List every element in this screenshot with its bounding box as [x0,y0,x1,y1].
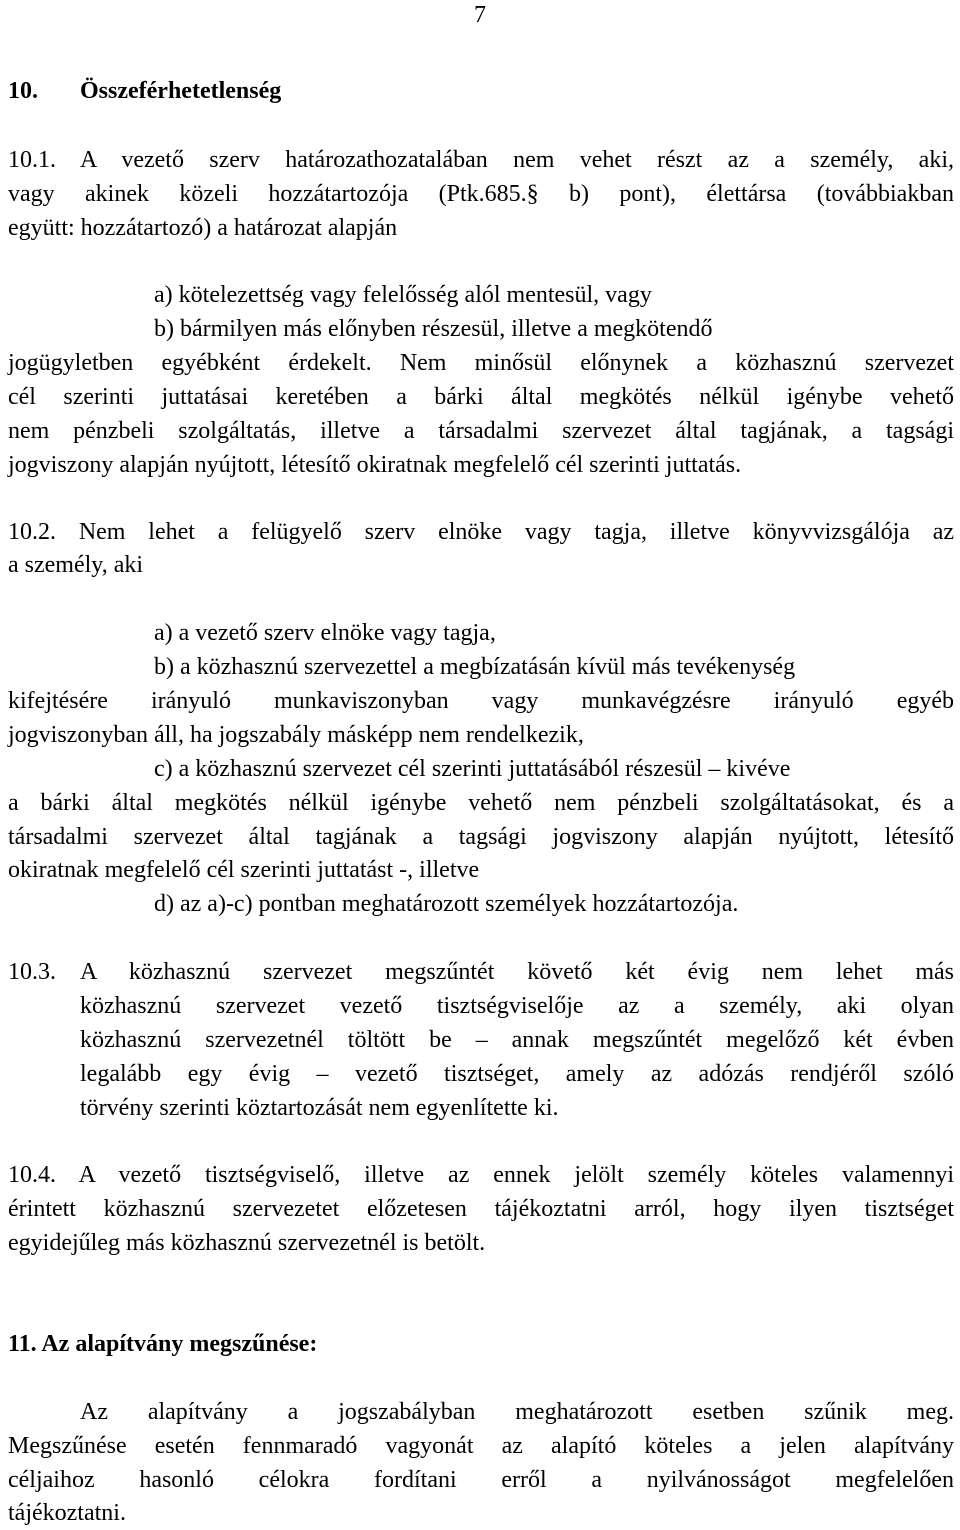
p2-item-d: d) az a)-c) pontban meghatározott személyek hozzátartozója. [154,891,739,917]
p1-item-a: a) kötelezettség vagy felelősség alól mentesül, vagy [154,282,652,308]
p2-item-c: c) a közhasznú szervezet cél szerinti juttatásából részesül – kivéve [154,756,791,782]
p2-line-6: társadalmi szervezet által tagjának a tagsági jogviszony alapján nyújtott, létesítő [8,824,954,850]
p2-line-1: 10.2. Nem lehet a felügyelő szerv elnöke vagy tagja, illetve könyvvizsgálója az [8,519,954,545]
p4-line-2: érintett közhasznú szervezetet előzetesen tájékoztatni arról, hogy ilyen tisztséget [8,1196,954,1222]
s11-line-4: tájékoztatni. [8,1500,126,1526]
p2-item-a: a) a vezető szerv elnöke vagy tagja, [154,620,496,646]
p2-line-7: okiratnak megfelelő cél szerinti juttatást -, illetve [8,857,480,883]
section-11-title: 11. Az alapítvány megszűnése: [8,1331,318,1357]
section-10-title: Összeférhetetlenség [80,78,282,104]
page-number: 7 [474,2,486,28]
p1-line-2: vagy akinek közeli hozzátartozója (Ptk.685.§ b) pont), élettársa (továbbiakban [8,181,954,207]
p1-line-3: együtt: hozzátartozó) a határozat alapján [8,215,398,241]
p3-line-5: törvény szerinti köztartozását nem egyenlítette ki. [80,1095,559,1121]
p3-number: 10.3. [8,959,56,985]
p4-line-3: egyidejűleg más közhasznú szervezetnél is betölt. [8,1230,486,1256]
p1-line-4: jogügyletben egyébként érdekelt. Nem minősül előnynek a közhasznú szervezet [8,350,954,376]
p2-line-4: jogviszonyban áll, ha jogszabály másképp nem rendelkezik, [8,722,584,748]
p2-line-3: kifejtésére irányuló munkaviszonyban vagy munkavégzésre irányuló egyéb [8,688,954,714]
p3-line-2: közhasznú szervezet vezető tisztségviselője az a személy, aki olyan [80,993,954,1019]
p4-line-1: 10.4. A vezető tisztségviselő, illetve az ennek jelölt személy köteles valamennyi [8,1162,954,1188]
section-10-number: 10. [8,78,38,104]
p2-item-b: b) a közhasznú szervezettel a megbízatásán kívül más tevékenység [154,654,796,680]
p1-line-6: nem pénzbeli szolgáltatás, illetve a társadalmi szervezet által tagjának, a tagsági [8,418,954,444]
s11-line-2: Megszűnése esetén fennmaradó vagyonát az alapító köteles a jelen alapítvány [8,1433,954,1459]
p1-line-1: 10.1. A vezető szerv határozathozatalában nem vehet részt az a személy, aki, [8,147,954,173]
p3-line-1: A közhasznú szervezet megszűntét követő két évig nem lehet más [80,959,954,985]
p1-line-5: cél szerinti juttatásai keretében a bárki által megkötés nélkül igénybe vehető [8,384,954,410]
p1-line-7: jogviszony alapján nyújtott, létesítő okiratnak megfelelő cél szerinti juttatás. [8,452,742,478]
s11-line-1: Az alapítvány a jogszabályban meghatározott esetben szűnik meg. [80,1399,954,1425]
p2-line-2: a személy, aki [8,552,144,578]
p2-line-5: a bárki által megkötés nélkül igénybe vehető nem pénzbeli szolgáltatásokat, és a [8,790,954,816]
p1-item-b: b) bármilyen más előnyben részesül, illetve a megkötendő [154,316,713,342]
p3-line-4: legalább egy évig – vezető tisztséget, amely az adózás rendjéről szóló [80,1061,954,1087]
p3-line-3: közhasznú szervezetnél töltött be – annak megszűntét megelőző két évben [80,1027,954,1053]
s11-line-3: céljaihoz hasonló célokra fordítani erről a nyilvánosságot megfelelően [8,1467,954,1493]
